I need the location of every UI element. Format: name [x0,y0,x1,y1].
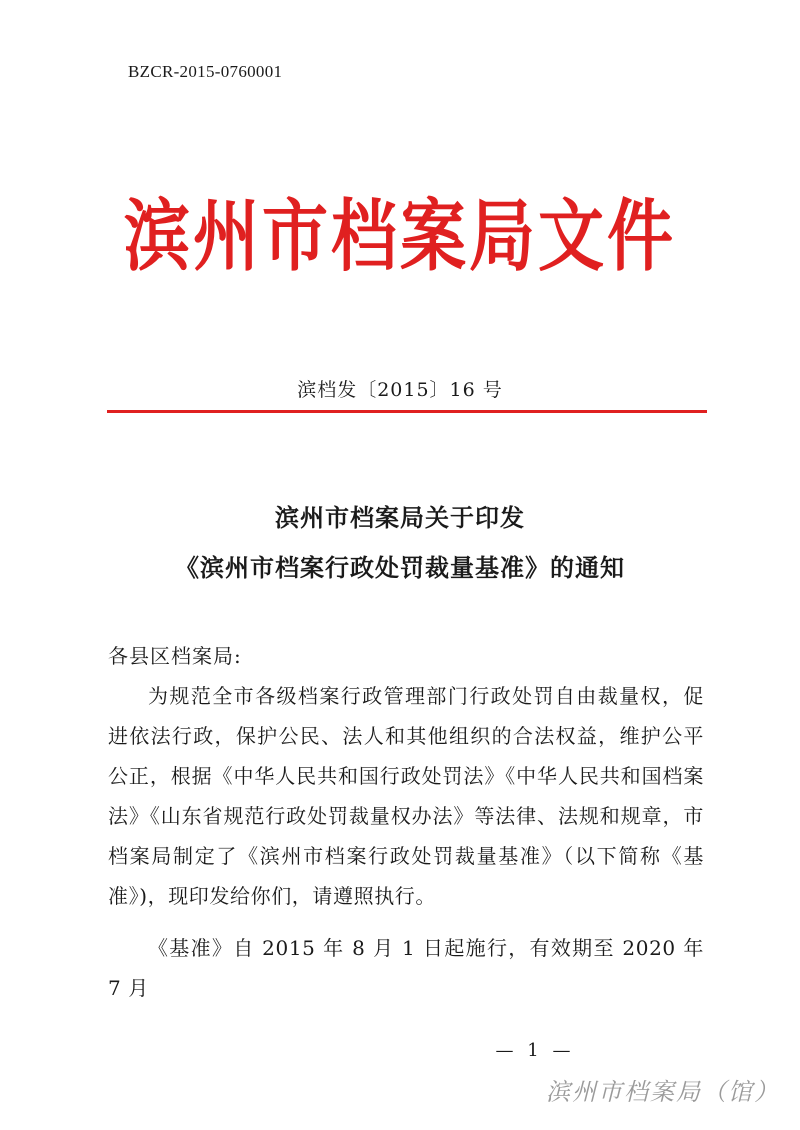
watermark: 滨州市档案局（馆） [546,1078,780,1106]
body-paragraph-1: 为规范全市各级档案行政管理部门行政处罚自由裁量权，促进依法行政，保护公民、法人和其他组织的合法权益，维护公平公正，根据《中华人民共和国行政处罚法》《中华人民共和国档案法》《山东省规范行政处罚裁量权办法》等法律、法规和规章，市档案局制定了《滨州市档案行政处罚裁量基准》（以下简称《基准》)，现印发给你们，请遵照执行。 [108,684,704,908]
issue-number: 滨档发〔2015〕16 号 [297,379,503,401]
addressee: 各县区档案局: [108,644,242,668]
body-paragraph-2: 《基准》自 2015 年 8 月 1 日起施行，有效期至 2020 年 7 月 [108,936,704,1000]
red-divider [107,410,707,413]
page-number: — 1 — [495,1040,575,1061]
document-code: BZCR-2015-0760001 [128,62,283,81]
document-title-line-1: 滨州市档案局关于印发 [275,503,525,532]
document-title-line-2: 《滨州市档案行政处罚裁量基准》的通知 [175,553,625,582]
document-header: 滨州市档案局文件 [124,190,676,282]
